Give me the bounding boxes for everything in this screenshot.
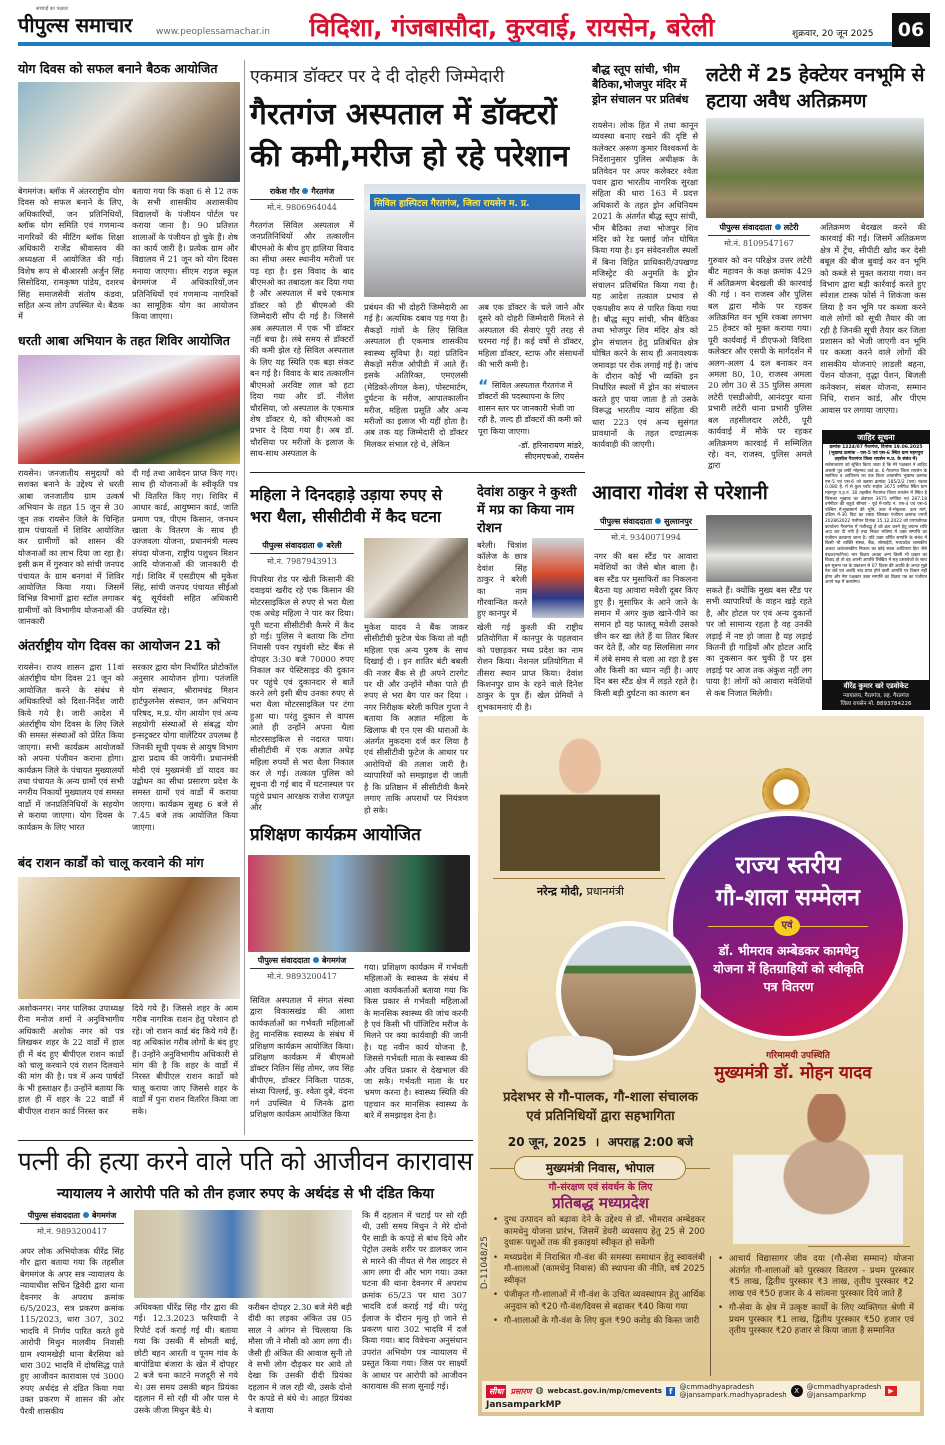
notice-signer: वीरेंद्र कुमार खरे एडवोकेट [843, 682, 909, 690]
hospital-sign: सिविल हास्पिटल गैरतगंज, जिला रायसेन म. प्र. [370, 194, 580, 210]
mp-govt-emblem-icon [762, 768, 810, 816]
cm-photo [733, 1094, 903, 1244]
article-body: बताया गया कि कक्षा 6 से 12 तक के सभी शासकीय अशासकीय विद्यालयों के पंजीयन पोर्टल पर कराया जाना है। 90 प्रतिशत शालाओं के पंजीयन हो चुके हैं। शेष का कार्य जारी है। प्रत्येक ग्राम और विद्यालय में 21 जून को योग दिवस मनाया जाएगा। सीएम राइज स्कूल बेगमगंज में अधिकारियों,जन प्रतिनिधियों एवं गणमान्य नागरिकों का सामूहिक योग का आयोजन किया जाएगा। [132, 186, 238, 322]
headline-hospital-text: गैरतगंज अस्पताल में डॉक्टरों की कमी,मरीज हो रहे परेशान [250, 97, 570, 174]
headline-cattle: आवारा गोवंश से परेशानी [592, 481, 768, 504]
byline [20, 1210, 124, 1237]
masthead-tagline: सच्चाई का पक्षधर [36, 6, 69, 12]
article-body: सिविल अस्पताल में संगत संस्था द्वारा विकासखंड की आशा कार्यकर्ताओं का गर्भवती महिलाओं हेतु मानसिक स्वास्थ्य के संबंध में प्रशिक्षण कार्यक्रम आयोजित किया। प्रशिक्षण कार्यक्रम में बीएमओ डॉक्टर नितिन सिंह तोमर, जय सिंह बीपीएम, डॉक्टर निकिता पाठक, संध्या पिल्लई, कु. श्वेता दुबे, वंदना गर्ग उपस्थित थे जिनके द्वारा प्रशिक्षण कार्यक्रम आयोजित किया [250, 995, 354, 1120]
article-body: बरेली। चित्रांश कॉलेज के छात्र देवांश सिंह ठाकुर ने बरेली का नाम गौरवान्वित करते हुए कानपुर में [477, 540, 527, 619]
webcast-link[interactable]: webcast.gov.in/mp/cmevents [547, 1387, 662, 1395]
globe-icon: ◍ [535, 1386, 544, 1396]
presence-label: गरिमामयी उपस्थिति [766, 1051, 830, 1061]
youtube-icon: ▶ [885, 1386, 896, 1396]
masthead-rule [18, 42, 892, 46]
article-body: नगर की बस स्टैंड पर आवारा मवेशियों का जैसे बोल बाला है। बस स्टैंड पर मुसाफिरों का निकलना बैठना यह आवारा मवेशी दूबर किए हुए हैं। मुसाफिर के आने जाने के समान में अगर कुछ खाने-पीने का समान हो यह फालतू मवेशी उसको छीन कर खा लेते हैं या तितर बितर कर देते हैं, और यह सिलसिला नगर में लंबे समय से चला आ रहा है इस और किसी का ध्यान नहीं है। आए दिन बस स्टैंड क्षेत्र में लड़ते रहते है। किसी बड़ी दुर्घटना का कारण बन [594, 551, 698, 698]
legal-notice [822, 430, 930, 710]
headline-dharti-aaba: धरती आबा अभियान के तहत शिविर आयोजित [18, 333, 230, 348]
facebook-handle[interactable]: @cmmadhyapradesh [679, 1383, 755, 1391]
byline [250, 540, 354, 567]
pm-name: नरेन्द्र मोदी, [537, 885, 583, 898]
masthead [0, 0, 945, 48]
region-title: विदिशा, गंजबासौदा, कुरवाई, रायसेन, बरेली [309, 13, 715, 42]
article-body: करीबन दोपहर 2.30 बजे मेरी बड़ी दीदी का लड़का अंकित उम्र 05 साल ने आंगन से चिल्लाया कि मौसा जी ने मौसी को आग लगा दी। जैसी ही अंकित की आवाज सुनी तो वे सभी लोग दौड़कर घर आये तो देखा कि उसकी दीदी प्रियंका दहलान मे जल रही थी, उसके दोनो पैर कपडे से बंधे थे। आहत प्रियंका ने बताया [248, 1302, 352, 1415]
commit-small: गौ-संरक्षण एवं संवर्धन के लिए [548, 1182, 653, 1193]
commit-big: प्रतिबद्ध मध्यप्रदेश [552, 1194, 649, 1212]
reporter-place: बेगमगंज [91, 1211, 117, 1220]
notice-ref: क्रमांक 1224/07 गैरतगंज, दिनांक 19.06.2025 [829, 445, 923, 450]
article-body: रायसेन। जनजातीय समुदायों को सशक्त बनाने के उद्देश्य से धरती आबा जनजातीय ग्राम उत्कर्ष अभियान के तहत 15 जून से 30 जून तक रायसेन जिले के चिन्हित ग्राम पंचायतों में शिविर आयोजित कर ग्रामीणों को शासन की योजनाओं का लाभ दिया जा रहा है। इसी क्रम में गुरुवार को सांची जनपद पंचायत के ग्राम बनगवां में शिविर आयोजित किया गया। जिसमें विभिन्न विभागों द्वारा स्टॉल लगाकर ग्रामीणों को विभागीय योजनाओं की जानकारी [18, 468, 124, 627]
event-venue: मुख्यमंत्री निवास, भोपाल [514, 1156, 686, 1180]
article-body: रायसेन। लोक हित में तथा कानून व्यवस्था बनाए रखने की दृष्टि से कलेक्टर अरूण कुमार विश्वकर्मा के निर्देशानुसार पुलिस अधीक्षक के प्रतिवेदन पर अपर कलेक्टर श्वेता पवार द्वारा भारतीय नागरिक सुरक्षा संहिता की धारा 163 में प्रदत्त अधिकारों के तहत ड्रोन अधिनियम 2021 के अंतर्गत बौद्ध स्तूप सांची, भीम बैठिका तथा भोजपुर शिव मंदिर को रेड फ्लाई जोन घोषित किया गया है। इन संवेदनशील स्थलों में बिना विहित प्राधिकारी/उपखण्ड मजिस्ट्रेट की अनुमति के ड्रोन संचालन प्रतिबंधित किया गया है। यह आदेश तत्काल प्रभाव से एकपक्षीय रूप से पारित किया गया है। बौद्ध स्तूप सांची, भीम बैठिका तथा भोजपुर शिव मंदिर क्षेत्र को ड्रोन संचालन हेतु प्रतिबंधित क्षेत्र घोषित करने के साथ ही अनावश्यक जमावड़ा पर रोक लगाई गई है। जांच के दौरान कोई भी व्यक्ति इन निर्धारित स्थलों में ड्रोन का संचालन करते हुए पाया जाता है तो उसके विरूद्ध भारतीय न्याय संहिता की धारा 223 एवं अन्य सुसंगत प्रावधानों के तहत दण्डात्मक कार्यवाही की जाएगी। [592, 120, 698, 450]
photo-yoga-meeting [18, 82, 240, 182]
reporter-mobile: मो.नं. 9340071994 [611, 533, 681, 542]
quote-text: सिविल अस्पताल गैरतगंज में डॉक्टरों की पदस्थापना के लिए शासन स्तर पर जानकारी भेजी जा रही है, जल्द ही डॉक्टरों की कमी को पूरा किया जाएगा। [478, 381, 582, 436]
page-number: 06 [892, 13, 930, 47]
headline-verdict: पत्नी की हत्या करने वाले पति को आजीवन कारावास [18, 1147, 474, 1177]
article-body: प्रबंधन की भी दोहरी जिम्मेदारी आ गई है। अत्यधिक दबाव पड़ गया है। सैकड़ों गांवों के लिए सिविल अस्पताल ही एकमात्र शासकीय स्वास्थ्य सुविधा है। यहां प्रतिदिन सैकड़ों मरीज ओपीडी में आते हैं। इसके अतिरिक्त, एमएलसी (मेडिको-लीगल केस), पोस्टमार्टम, दुर्घटना के मरीज, आपातकालीन मरीज, महिला प्रसूति और अन्य मरीजों का इलाज भी यहीं होता है। अब तक यह जिम्मेदारी दो डॉक्टर मिलकर संभाल रहे थे, लेकिन [364, 302, 468, 449]
reporter-name: पीपुल्स संवाददाता [257, 956, 310, 965]
pm-portrait [500, 731, 660, 871]
reporter-name: पीपुल्स संवाददाता [27, 1211, 80, 1220]
facebook-icon: f [666, 1387, 675, 1396]
reporter-mobile: मो.नं. 9893200417 [37, 1227, 107, 1236]
benefit-point: • पंजीकृत गौ-शालाओं में गौ-वंश के उचित व्यवस्थापन हेतु आर्थिक अनुदान को ₹20 गौ-वंश/दिवस से बढ़ाकर ₹40 किया गया [493, 1290, 705, 1313]
website-url[interactable]: www.peoplessamachar.in [156, 27, 270, 37]
evam-badge: एवं [774, 916, 800, 936]
article-body: बेगमगंज। ब्लॉक में अंतरराष्ट्रीय योग दिवस को सफल बनाने के लिए, अधिकारियों, जन प्रतिनिधियों, ब्लॉक योग समिति एवं गणमान्य नागरिकों की मीटिंग ब्लॉक शिक्षा अधिकारी राजेंद्र श्रीवास्तव की अध्यक्षता में आयोजित की गई। विशेष रूप से बीआरसी अर्जुन सिंह सिसोदिया, रामकृष्ण पांडेय, दशरथ सिंह समाजसेवी संतोष कंडवा, सहित अन्य लोग उपस्थित थे। बैठक में [18, 186, 124, 322]
quote-author: -डॉ. हरिनारायण मांडरे, [518, 441, 584, 451]
x-handle[interactable]: @cmmadhyapradesh [806, 1383, 882, 1391]
photo-cattle [706, 515, 812, 582]
headline-drone: बौद्ध स्तूप सांची, भीम बैठिका,भोजपुर मंदिर में ड्रोन संचालन पर प्रतिबंध [592, 63, 689, 106]
reporter-place: गैरतगंज [311, 187, 335, 196]
quote-role: सीएमएचओ, रायसेन [524, 452, 584, 462]
reporter-place: बेगमगंज [321, 956, 347, 965]
x-handles [807, 1383, 882, 1399]
govt-advertisement [478, 716, 924, 1416]
bullet-dot-icon [317, 542, 323, 548]
event-datetime: 20 जून, 2025 । अपराह्न 2:00 बजे [507, 1135, 694, 1149]
article-body: अब एक डॉक्टर के चले जाने और दूसरे को दोहरी जिम्मेदारी मिलने से अस्पताल की सेवाएं पूरी तरह से चरमरा गई हैं। कई वर्षो से डॉक्टर, महिला डॉक्टर, स्टाफ और संसाधनों की भारी कमी है। [478, 302, 584, 370]
article-body: सरकार द्वारा योग निर्धारित प्रोटोकॉल अनुसार आयोजन होगा। पतंजलि योग संस्थान, श्रीरामचंद्र मिशन हार्टफुलनेस संस्थान, जन अभियान परिषद, म.प्र. योग आयोग एवं अन्य सहयोगी संस्थाओं से संबद्ध योग इन्सट्रक्टर योगा वालेंटियर उपलब्ध है जिनकी सूची पृथक से आयुष विभाग द्वारा प्रदाय की जायेगी। प्रधानमंत्री मोदी एवं मुख्यमंत्री डॉ यादव का उद्बोधन का सीधा प्रसारण प्रदेश के समस्त ग्रामों एवं वार्डो में कराया जाएगा। कार्यक्रम सुबह 6 बजे से 7.45 बजे तक आयोजित किया जाएगा। [132, 662, 238, 832]
pull-quote [478, 376, 584, 462]
facebook-handles [679, 1383, 786, 1399]
reporter-name: पीपुल्स संवाददाता [262, 541, 315, 550]
bullet-dot-icon [302, 188, 308, 194]
event-title-1: राज्य स्तरीय [735, 851, 841, 879]
reporter-mobile: मो.नं. 7987943913 [267, 557, 337, 566]
benefit-point: • आचार्य विद्यासागर जीव दया (गौ-सेवा सम्मान) योजना अंतर्गत गौ-शालाओं को पुरस्कार वितरण - प्रथम पुरस्कार ₹5 लाख, द्वितीय पुरस्कार ₹3 लाख, तृतीय पुरस्कार ₹2 लाख एवं ₹50 हजार के 4 सांत्वना पुरस्कार दिये जाते हैं [718, 1254, 914, 1300]
headline-hospital [250, 94, 585, 182]
left-benefits-list [493, 1215, 705, 1331]
bullet-dot-icon [313, 957, 319, 963]
notice-address: न्यायालय, गैरतगंज, तह. गैरतगंज [843, 693, 909, 699]
headline-ration: बंद राशन कार्डों को चालू करवाने की मांग [18, 855, 204, 870]
article-body: पिपरिया रोड पर खेती किसानी की दवाइयां खरीद रहे एक किसान की मोटरसाइकिल से रुपए से भरा थैला एक अधेड़ महिला ने पार कर दिया। पूरी घटना सीसीटीवी कैमरे में कैद हो गई। पुलिस ने बताया कि टोंगा निवासी पवन रघुवंशी स्टेट बैंक से दोपहर 3:30 बजे 70000 रुपए निकाल कर पेस्टिसाइड की दुकान पर पहुंचे एवं दुकानदार से बातें करने लगे इसी बीच उनका रुपए से भरा थैला मोटरसाइकिल पर टंगा हुआ था। परंतु दुकान से वापस आते ही उन्होंने अपना थैला मोटरसाइकिल से नदारत पाया। सीसीटीवी में एक अज्ञात अधेड़ महिला रुपयों से भरा थैला निकाल कर ले गई। तत्काल पुलिस को सूचना दी गई बाद में घटनास्थल पर पहुंचे प्रधान आरक्षक राजेश राजपूत और [250, 574, 354, 813]
notice-subject: (भूखण्ड क्रमांक - एस-5 एवं एस-6 स्थित ग्राम महगपुरा तहसील गैरतगंज जिला रायसेन म.प्र. के संबंध में) [828, 451, 924, 462]
notice-contact: जिला रायसेन मो. 8893784226 [840, 701, 912, 707]
headline-theft-text: महिला ने दिनदहाड़े उड़ाया रुपए से भरा थैला, सीसीटीवी में कैद घटना [250, 486, 443, 526]
ad-footer [482, 1381, 920, 1412]
kicker-hospital: एकमात्र डॉक्टर पर दे दी दोहरी जिम्मेदारी [250, 67, 505, 87]
article-body: दी गई तथा आवेदन प्राप्त किए गए। साथ ही योजनाओं के स्वीकृति पत्र भी वितरित किए गए। शिविर में आधार कार्ड, आयुष्मान कार्ड, जाति प्रमाण पत्र, पीएम किसान, जनधन खाता के वितरण के साथ ही उज्जवला योजना, प्रधानमंत्री मत्स्य संपदा योजना, राष्ट्रीय पशुधन मिशन आदि योजनाओं की जानकारी दी गई। शिविर में एसडीएम श्री मुकेश सिंह, सांची जनपद पंचायत सीईओ बंदू सूर्यवंशी सहित अधिकारी उपस्थित रहे। [132, 468, 238, 615]
reporter-name: पीपुल्स संवाददाता [599, 517, 653, 526]
photo-wrestler [532, 538, 584, 618]
photo-ration-meeting [18, 877, 240, 999]
benefit-point: • मध्यप्रदेश में निराश्रित गौ-वंश की समस्या समाधान हेतु स्वावलंबी गौ-शालाओं (कामधेनु निवास) की स्थापना की नीति, वर्ष 2025 स्वीकृत [493, 1253, 705, 1288]
article-body: खेली गई कुश्ती की राष्ट्रीय प्रतियोगिता में कानपुर के पहलवान को पछाड़कर मध्य प्रदेश का नाम रोशन किया। नेशनल प्रतियोगिता में तीसरा स्थान प्राप्त किया। देवांश किशनपुर ग्राम के रहने वाले दिनेश ठाकुर के पुत्र हैं। खेल प्रेमियों ने शुभकामनाएं दी है। [477, 622, 583, 712]
photo-camp [18, 355, 240, 464]
benefit-point: • गौ-शालाओं के गौ-वंश के लिए कुल ₹90 करोड़ की किस्त जारी [493, 1316, 705, 1328]
reporter-name: पीपुल्स संवाददाता [719, 223, 772, 232]
article-body: सकते हैं। क्योंकि मुख्य बस स्टैंड पर सभी व्यापारियों के वाहन खड़े रहते है, और होटल पर एवं अन्य दुकानों पर जो सामान्य रहता है वह उनकी लड़ाई में नष्ट हो जाता है यह लड़ाई कितनी ही गाड़ियों और होटल आदि का नुकसान कर चुकी है पर इस लड़ाई पर आज तक अंकुश नहीं लग पाया है! लोगों को आवारा मवेशियों से कब निजात मिलेगी। [706, 585, 812, 698]
youtube-handle[interactable]: JansamparkMP [486, 1400, 562, 1410]
headline-wrestling [477, 484, 583, 538]
article-body: गया। प्रशिक्षण कार्यक्रम में गर्भवती महिलाओं के स्वास्थ्य के संबंध में आशा कार्यकर्ताओं बताया गया कि किस प्रकार से गर्भवती महिलाओं के मानसिक स्वास्थ्य की जांच करनी है एवं किसी भी पॉजिटिव मरीज के मिलने पर क्या कार्यवाही की जानी है। यह नवीन कार्य योजना है, जिससे गर्भवती माता के स्वास्थ्य की और उचित प्रकार से देखभाल की जा सके। गर्भवती माता के घर भ्रमण करना है। स्वास्थ्य स्थिति की पहचान कर मानसिक स्वास्थ्य के बारे में समझाइश देना है। [364, 962, 468, 1121]
event-subtitle: डॉ. भीमराव अम्बेडकर कामधेनु योजना में हितग्राहियों को स्वीकृति पत्र वितरण [713, 943, 864, 994]
headline-yoga-21: अंतर्राष्ट्रीय योग दिवस का आयोजन 21 को [18, 639, 221, 654]
notice-signer-block [823, 680, 929, 709]
facebook-handle[interactable]: @jansampark.madhyapradesh [679, 1391, 787, 1399]
reporter-place: लटेरी [783, 223, 799, 232]
reporter-mobile: मो.नं. 8109547167 [724, 239, 794, 248]
quote-icon: “ [478, 376, 489, 395]
headline-lateri [706, 62, 936, 116]
x-handle[interactable]: @jansamparkmp [806, 1391, 867, 1399]
right-benefits-list [718, 1254, 914, 1341]
article-body: दिये गये हैं। जिससे शहर के आम गरीब नागरिक राशन हेतु परेशान हो रहे। जो राशन कार्ड बंद किये गये हैं। वह अधिकांश गरीब लोगों के बंद हुए हैं। उन्होंने अनुविभागीय अधिकारी से मांग की है कि शहर के वार्डो में निरस्त बीपीएल राशन कार्डो को चालू कराया जाए जिससे शहर के वार्डों में पुनः राशन वितरित किया जा सके। [132, 1003, 238, 1116]
article-body: अपर लोक अभियोजक धीरेंद्र सिंह गौर द्वारा बताया गया कि तहसील बेगमगंज के अपर सत्र न्यायालय के न्यायाधीश सचिन द्विवेदी द्वारा थाना देवनगर के अपराध क्रमांक 6/5/2023, सत्र प्रकरण क्रमांक 115/2023, धारा 307, 302 भादवि में निर्णय पारित करते हुये आरोपी मिथुन मालवीय निवासी ग्राम श्यामखेड़ी थाना बैरसिया को धारा 302 भादवि में दोषसिद्ध पाते हुए आजीवन कारावास एवं 3000 रुपए अर्थदंड से दंडित किया गया उक्त प्रकरण में शासन की ओर पैरवी शासकीय [20, 1246, 124, 1416]
headline-theft [250, 484, 468, 534]
participation-text: प्रदेशभर से गौ-पालक, गौ-शाला संचालक एवं प्रतिनिधियों द्वारा सहभागिता [503, 1090, 698, 1124]
byline [708, 222, 810, 249]
photo-cctv [364, 538, 468, 618]
live-badge: सीधा [486, 1385, 506, 1398]
benefit-point: • गौ-सेवा के क्षेत्र में उत्कृष्ट कार्यों के लिए व्यक्तिगत श्रेणी में प्रथम पुरस्कार ₹1 लाख, द्वितीय पुरस्कार ₹50 हजार एवं तृतीय पुरस्कार ₹20 हजार से किया जाता है सम्मानित [718, 1303, 914, 1338]
x-icon: X [791, 1385, 803, 1397]
article-body: रायसेन। राज्य शासन द्वारा 11वां अंतर्राष्ट्रीय योग दिवस 21 जून को आयोजित करने के संबंध मे अधिकारियों को दिशा-निर्देश जारी किये गये है। जारी आदेश में अंतर्राष्ट्रीय योग दिवस के लिए जिले की समस्त संस्थाओं को प्रेरित किया जाएगा। सभी कार्यक्रम आयोजकों को अपना पंजीयन कराना होगा। कार्यक्रम जिले के पंचायत मुख्यालयों तथा पंचायत के अन्य ग्रामों एवं सभी नगरीय निकायों मुख्यालय एवं समस्त वार्डो में जनप्रतिनिधियों के सहयोग से कराया जाएगा। योग दिवस के कार्यक्रम के लिए भारत [18, 662, 124, 832]
issue-date: शुक्रवार, 20 जून 2025 [792, 29, 874, 39]
reporter-mobile: मो.नं. 9893200417 [267, 972, 337, 981]
photo-accused-police [134, 1210, 352, 1298]
benefit-point: • दुग्ध उत्पादन को बढ़ावा देने के उद्देश्य से डॉ. भीमराव अम्बेडकर कामधेनु योजना प्रारंभ, जिसमें डेयरी व्यवसाय हेतु 25 से 200 दुधारू पशुओं तक की इकाइयां स्वीकृत हो सकेंगी [493, 1215, 705, 1250]
article-body: अशोकनगर। नगर पालिका उपाध्यक्ष रीना मनोज शर्मा ने अनुविभागीय अधिकारी अशोक नगर को पत्र लिखकर शहर के 22 वार्डो में हाल ही में बंद हुए बीपीएल राशन कार्डो को चालू करवाने एवं राशन दिलवाने की मांग की है। पत्र में अन्य पार्षदों के भी हस्ताक्षर हैं। उन्होंने बताया कि हाल ही में शहर के 22 वार्डों में बीपीएल राशन कार्ड निरस्त कर [18, 1003, 124, 1116]
bullet-dot-icon [655, 518, 661, 524]
cow-illustration [528, 1036, 613, 1076]
photo-lateri [706, 118, 924, 218]
chief-minister-name: मुख्यमंत्री डॉ. मोहन यादव [714, 1063, 872, 1083]
reporter-place: बरेली [326, 541, 342, 550]
article-body: अतिक्रमण बेदखल करने की कारवाई की गई। जिसमें अतिक्रमण क्षेत्र में ट्रेंच, सीपीटी खोद कर देसी बबूल की बीज बुवाई कर वन भूमि को कब्जे से मुक्त कराया गया। वन विभाग द्वारा बड़ी कार्रवाई करते हुए स्पेशल टास्क फोर्स ने शिकंजा कस लिया है वन भूमि पर कब्जा करने वाले लोगों को सूची तैयार की जा रही है जिनकी सूची तैयार कर जिला प्रशासन को भेजी जाएगी वन भूमि पर कब्जा करने वाले लोगों की शासकीय योजनाएं लाडली बहना, पेंशन योजना, वृद्धा पेंशन, बिजली कनेक्शन, संबल योजना, सम्मान निधि, राशन कार्ड, और पीएम आवास पर लगाया जाएगा। [820, 222, 926, 415]
pm-role: प्रधानमंत्री [586, 885, 624, 898]
notice-title: जाहिर सूचना [823, 431, 929, 444]
photo-hospital [364, 184, 586, 297]
live-label: प्रसारण [510, 1386, 532, 1396]
article-body: मुकेश यादव ने बैंक जाकर सीसीटीवी फुटेज चेक किया तो वही महिला एक अन्य पुरुष के साथ दिखाई दी । इन शातिर बंटी बबली की नजर बैंक से ही अपने टारगेट पर थी और उन्होंने मौका पाते ही रुपए से भरा बैग पार कर दिया । नगर निरीक्षक बरेली कपिल गुप्ता ने बताया कि अज्ञात महिला के खिलाफ बी एन एस की धाराओं के अंतर्गत मुकदमा दर्ज कर लिया है एवं सीसीटीवी फुटेज के आधार पर आरोपियों की तलाश जारी है। व्यापारियों को समझाइश दी जाती है कि प्रतिष्ठान में सीसीटीवी कैमरे लगाए ताकि अपराधों पर नियंत्रण हो सके। [364, 622, 468, 815]
reporter-place: सुल्तानपुर [664, 517, 693, 526]
byline [250, 186, 354, 213]
headline-lateri-text: लटेरी में 25 हेक्टेयर वनभूमि से हटाया अवैध अतिक्रमण [706, 64, 925, 112]
ad-code: D-11048/25 [480, 1236, 490, 1290]
byline [250, 955, 354, 982]
bullet-dot-icon [775, 224, 781, 230]
event-title-2: गौ-शाला सम्मेलन [715, 885, 861, 911]
newspaper-logo: पीपुल्स समाचार [18, 13, 133, 37]
article-body: कि मैं दहलान में चटाई पर सो रही थी, उसी समय मिथुन ने मेरे दोनो पैर साडी के कपड़े से बांध दिये और पेट्रोल उसके शरीर पर डालकर जान से मारने की नीयत से गैस लाइटर से आग लगा दी और भाग गया। उक्त घटना की थाना देवनगर में अपराध क्रमांक 65/23 पर धारा 307 भादवि दर्ज कराई गई थी। परंतु ईलाज के दौरान मृत्यु हो जाने से प्रकरण धारा 302 भादवि में दर्ज किया गया। बाद विवेचना अनुसंधान उपरांत अभियोग पत्र न्यायालय में प्रस्तुत किया गया। जिस पर साक्ष्यों के आधार पर आरोपी को आजीवन कारावास की सजा सुनाई गई। [362, 1210, 467, 1392]
article-body: गुरुवार को वन परिक्षेत्र उत्तर लटेरी बीट महावन के कक्ष क्रमांक 429 में अतिक्रमण बेदखली की कारवाई की गई । वन राजस्व और पुलिस बल द्वारा मौके पर रहकर अतिक्रमित वन भूमि रकबा लगभग 25 हेक्टर को मुक्त कराया गया। पूरी कार्यवाई में डीएफओ विदिशा कलेक्टर और एसपी के मार्गदर्शन में अलग-अलग 4 दल बनाकर वन अमला 80, 10, राजस्व अमला 20 लोग 30 से 35 पुलिस अमला लटेरी एसडीओपी, आनंदपुर थाना प्रभारी लटेरी थाना प्रभारी पुलिस बल तहसीलदार लटेरी, पूरी कार्यवाई में मौके पर रहकर अतिक्रमण कारवाई में सम्मिलित रहे। वन, राजस्व, पुलिस अमले द्वारा [708, 255, 812, 471]
photo-training [248, 855, 470, 952]
headline-training: प्रशिक्षण कार्यक्रम आयोजित [250, 825, 421, 845]
reporter-mobile: मो.नं. 9806964044 [267, 203, 337, 212]
bullet-dot-icon [83, 1212, 89, 1218]
headline-yoga-meeting: योग दिवस को सफल बनाने बैठक आयोजित [18, 61, 218, 76]
pm-caption [498, 884, 663, 899]
headline-wrestling-text: देवांश ठाकुर ने कुश्ती में मप्र का किया नाम रोशन [477, 485, 577, 536]
reporter-name: राकेश गौर [269, 187, 300, 196]
article-body: गैरतगंज सिविल अस्पताल में जनप्रतिनिधियों और तत्कालीन बीएमओ के बीच हुए हालिया विवाद का सीधा असर स्थानीय मरीजों पर पड़ रहा है। इस विवाद के बाद बीएमओ का तबादला कर दिया गया है और अस्पताल में बचे एकमात्र डॉक्टर को ही बीएमओ की जिम्मेदारी सौंप दी गई है। जिससे अब अस्पताल में एक भी डॉक्टर नहीं बचा है। लंबे समय से डॉक्टरों की कमी झेल रहे सिविल अस्पताल के लिए यह स्थिति एक बड़ा संकट बन गई है। विवाद के बाद तत्कालीन बीएमओ अरविष्ट लाल को हटा दिया गया और डॉ. नीलेश चौरसिया, जो अस्पताल के एकमात्र शेष डॉक्टर थे, को बीएमओ का प्रभार दे दिया गया है। अब डॉ. चौरसिया पर मरीजों के इलाज के साथ-साथ अस्पताल के [250, 220, 354, 459]
article-body: अधिवक्ता धीरेंद्र सिंह गौर द्वारा की गई। 12.3.2023 फरियादी ने रिपोर्ट दर्ज कराई गई थी। बताया गया कि उसकी मैं सोमती बाई, छोटी बहन आरती व पूनम गांव के बापोडिया बंजारा के खेत में दोपहर 2 बजे चना काटने मजदूरी से गये थे। उस समय उसकी बहन प्रियंका दहलान में सो रही थी और पास मे उसके जीजा मिथुन बैठे थे। [134, 1302, 238, 1415]
notice-body: सर्वसाधारण को सूचित किया जाता है कि मेरे पक्षकार ने शाहिद अंसारी पुत्र शफी मोहम्मद वार्ड क्र. 6 गैरतगंज जिला रायसेन के स्वामित्व व आधिपत्य का एक किता आवासीय भूखण्ड क्रमांक एस-5 एवं एस-6 जो खसरा क्रमांक 185/2/2 (एस) रकबा 0.080 है. में से कुल प्लॉट साईज 3675 वर्गफिट स्थित ग्राम महगपुर प.ह.नं. 30 तहसील गैरतगंज जिला रायसेन में स्थित है जिसका भूखण्ड का क्षेत्रफल 3675 वर्गफिट एवं 287.18 वर्गमीटर की चतुर्थ सीमाएं - पूर्व में-प्लॉट नं. एस-4 एवं एस-6 पश्चिम में-मुख्यमार्ग की भूमि, उत्तर में-मोहल्ला- उतर मार्ग, दक्षिण में-30 फिट का रास्ता जिसका पंजीयन क्रमांक एमपी 202862022 पंजीयन दिनांक 15.12.2022 को उपपंजीयक कार्यालय गैरतगंज में पंजीबद्ध है को क्रय करने हेतु बयाना राशि अदा कर दी गयी है तथा निकट भविष्य में उक्त सम्पत्ति का पंजीयन करवाया जाना है। यदि उक्त वर्णित सम्पत्ति के संबंध में किसी भी व्यक्ति संस्था, बैंक, सोसाईटी, मध्यप्रदेश शासकीय अथवा अर्धशासकीय निकाय का कोई स्वत्व आधिपत्य हित जैसे बंधक(मार्टगेज) भार विक्रय अथवा अन्य किसी भी प्रकार का विवाद हो तो वह अपनी आपत्ति लिखित में सह दस्तावेजों के साथ इस सूचना पत्र के प्रकाशन से 07 दिवस की अवधि के अन्दर मुझे पेश करें एवं अवधि बाद प्राप्त होने वाली आपत्ति पर विचार नहीं होगा और मेरा पक्षकार उक्त सम्पत्ति का विक्रय पत्र का पंजीयन अपने पक्ष में करालेगा। [825, 463, 927, 586]
subheadline-verdict: न्यायालय ने आरोपी पति को तीन हजार रुपए के अर्थदंड से भी दंडित किया [56, 1186, 435, 1202]
byline [594, 516, 698, 543]
